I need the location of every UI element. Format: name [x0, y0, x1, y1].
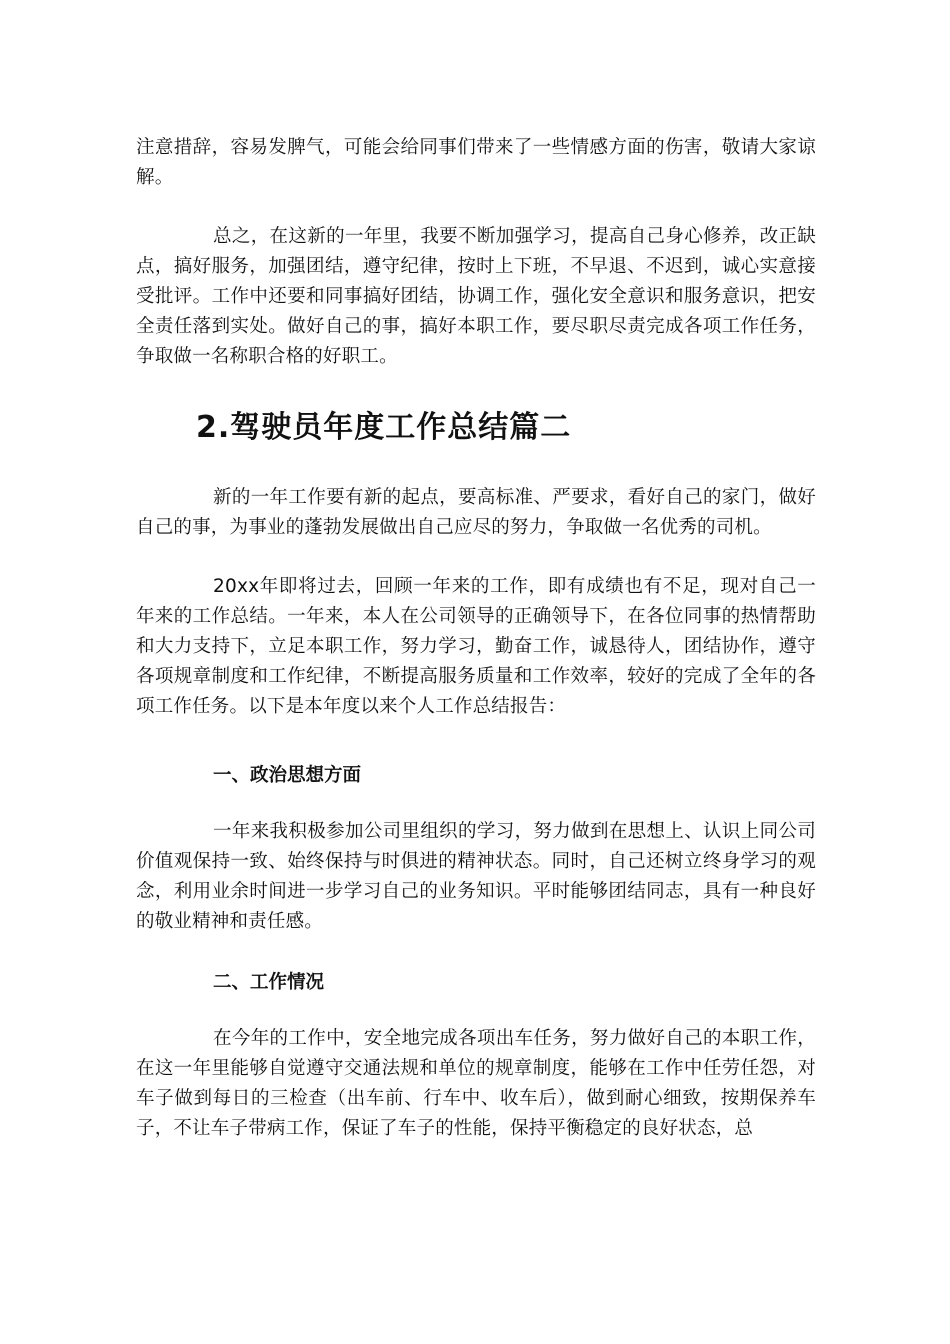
paragraph-continuation: 注意措辞，容易发脾气，可能会给同事们带来了一些情感方面的伤害，敬请大家谅解。	[136, 137, 816, 188]
section-heading: 2.驾驶员年度工作总结篇二	[196, 410, 572, 445]
paragraph-summary: 总之，在这新的一年里，我要不断加强学习，提高自己身心修养，改正缺点，搞好服务，加强团结，遵守纪律，按时上下班，不早退、不迟到，诚心实意接受批评。工作中还要和同事搞好团结，协调工作，强化安全意识和服务意识，把安全责任落到实处。做好自己的事，搞好本职工作，要尽职尽责完成各项工作任务，争取做一名称职合格的好职工。	[136, 226, 816, 367]
paragraph-political: 一年来我积极参加公司里组织的学习，努力做到在思想上、认识上同公司价值观保持一致、始终保持与时俱进的精神状态。同时，自己还树立终身学习的观念，利用业余时间进一步学习自己的业务知识。平时能够团结同志，具有一种良好的敬业精神和责任感。	[136, 821, 816, 932]
paragraph-work: 在今年的工作中，安全地完成各项出车任务，努力做好自己的本职工作，在这一年里能够自觉遵守交通法规和单位的规章制度，能够在工作中任劳任怨，对车子做到每日的三检查（出车前、行车中、收车后），做到耐心细致，按期保养车子，不让车子带病工作，保证了车子的性能，保持平衡稳定的良好状态，总	[136, 1028, 816, 1139]
paragraph-intro: 新的一年工作要有新的起点，要高标准、严要求，看好自己的家门，做好自己的事，为事业的蓬勃发展做出自己应尽的努力，争取做一名优秀的司机。	[136, 487, 816, 538]
subsection-heading-work: 二、工作情况	[213, 972, 325, 993]
paragraph-overview: 20xx年即将过去，回顾一年来的工作，即有成绩也有不足，现对自己一年来的工作总结。一年来，本人在公司领导的正确领导下，在各位同事的热情帮助和大力支持下，立足本职工作，努力学习，勤奋工作，诚恳待人，团结协作，遵守各项规章制度和工作纪律，不断提高服务质量和工作效率，较好的完成了全年的各项工作任务。以下是本年度以来个人工作总结报告：	[136, 576, 816, 717]
subsection-heading-political: 一、政治思想方面	[213, 765, 362, 786]
